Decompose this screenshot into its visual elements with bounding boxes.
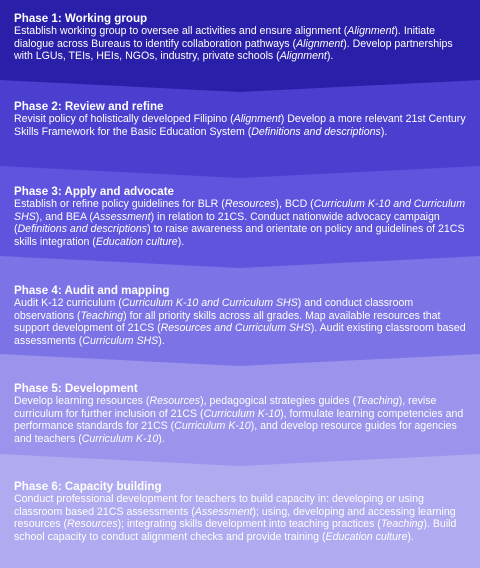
focus-area-tag: Education culture (95, 235, 178, 248)
phase-title: Phase 1: Working group (14, 12, 148, 25)
description-text: ). (380, 125, 388, 138)
focus-area-tag: Alignment (233, 113, 281, 125)
focus-area-tag: Curriculum SHS (82, 334, 159, 347)
phase-title: Phase 5: Development (14, 382, 138, 395)
focus-area-tag: Alignment (279, 50, 327, 63)
description-text: ). (177, 235, 185, 248)
phase-title: Phase 4: Audit and mapping (14, 284, 170, 297)
description-text: Establish working group to oversee all activities and ensure alignment ( (14, 25, 348, 37)
phase-description (14, 25, 472, 63)
phase-description (14, 198, 472, 248)
description-text: ). Build school capacity to conduct alignment checks and provide training ( (14, 518, 457, 543)
focus-area-tag: Curriculum K-10 and Curriculum SHS (14, 198, 466, 223)
focus-area-tag: Curriculum K-10 and Curriculum SHS (121, 297, 298, 309)
description-text: Revisit policy of holistically developed Filipino ( (14, 113, 234, 125)
phase-description (14, 297, 472, 347)
description-text: Establish or refine policy guidelines for BLR ( (14, 198, 225, 210)
description-text: Conduct professional development for teachers to build capacity in: developing or using classroom based 21CS assessments ( (14, 493, 424, 518)
focus-area-tag: Curriculum K-10 (174, 420, 251, 433)
phase-title: Phase 2: Review and refine (14, 100, 164, 113)
description-text: ) Develop a more relevant 21st Century Skills Framework for the Basic Education System ( (14, 113, 466, 138)
description-text: ), and develop resource guides for agencies and teachers ( (14, 420, 457, 445)
focus-area-tag: Teaching (80, 309, 124, 322)
description-text: ), revise curriculum for further inclusion of 21CS ( (14, 395, 437, 420)
description-text: ); using, developing and accessing learning resources ( (14, 505, 456, 531)
description-text: ); integrating skills development into teaching practices ( (117, 518, 381, 531)
focus-area-tag: Resources (224, 198, 276, 210)
description-text: ). (407, 530, 414, 543)
description-text: ) and conduct classroom observations ( (14, 297, 414, 322)
description-text: ), pedagogical strategies guides ( (200, 395, 357, 407)
focus-area-tag: Definitions and descriptions (17, 223, 148, 236)
description-text: Audit K-12 curriculum ( (14, 297, 122, 309)
phase-6-block (0, 466, 480, 568)
focus-area-tag: Assessment (92, 210, 151, 223)
description-text: ). (158, 334, 165, 347)
phase-5-block (0, 366, 480, 466)
description-text: ) to raise awareness and orientate on policy and guidelines of 21CS skills integration ( (14, 223, 465, 248)
focus-area-tag: Teaching (356, 395, 399, 407)
chevron-divider-5 (0, 454, 480, 466)
focus-area-tag: Curriculum K-10 (81, 432, 159, 445)
focus-area-tag: Definitions and descriptions (251, 125, 381, 138)
phase-description (14, 493, 472, 543)
chevron-divider-1 (0, 80, 480, 92)
chevron-divider-4 (0, 354, 480, 366)
phase-title: Phase 6: Capacity building (14, 480, 162, 493)
phase-description (14, 395, 472, 445)
description-text: ). (326, 50, 334, 63)
description-text: Develop learning resources ( (14, 395, 150, 407)
focus-area-tag: Alignment (347, 25, 395, 37)
focus-area-tag: Assessment (194, 505, 253, 518)
focus-area-tag: Resources and Curriculum SHS (160, 322, 311, 335)
focus-area-tag: Teaching (380, 518, 424, 531)
chevron-divider-2 (0, 166, 480, 178)
phase-3-block (0, 178, 480, 268)
focus-area-tag: Education culture (325, 530, 408, 543)
description-text: ). (158, 432, 165, 445)
focus-area-tag: Resources (66, 518, 118, 531)
description-text: ), and BEA ( (35, 210, 93, 223)
description-text: ) for all priority skills across all grades. Map available resources that support development of 21CS ( (14, 309, 441, 335)
description-text: ). Develop partnerships with LGUs, TEIs, HEIs, NGOs, industry, private schools ( (14, 37, 453, 63)
description-text: ), BCD ( (275, 198, 314, 210)
focus-area-tag: Resources (149, 395, 201, 407)
chevron-divider-3 (0, 256, 480, 268)
description-text: ), formulate learning competencies and performance standards for 21CS ( (14, 407, 464, 433)
phase-1-block (0, 0, 480, 92)
phase-title: Phase 3: Apply and advocate (14, 185, 175, 198)
focus-area-tag: Curriculum K-10 (203, 407, 281, 420)
description-text: ) in relation to 21CS. Conduct nationwide advocacy campaign ( (14, 210, 440, 236)
phase-4-block (0, 268, 480, 366)
description-text: ). Audit existing classroom based assessments ( (14, 322, 466, 347)
focus-area-tag: Alignment (296, 37, 344, 50)
description-text: ). Initiate dialogue across Bureaus to identify collaboration pathways ( (14, 25, 436, 50)
phase-description (14, 113, 472, 138)
